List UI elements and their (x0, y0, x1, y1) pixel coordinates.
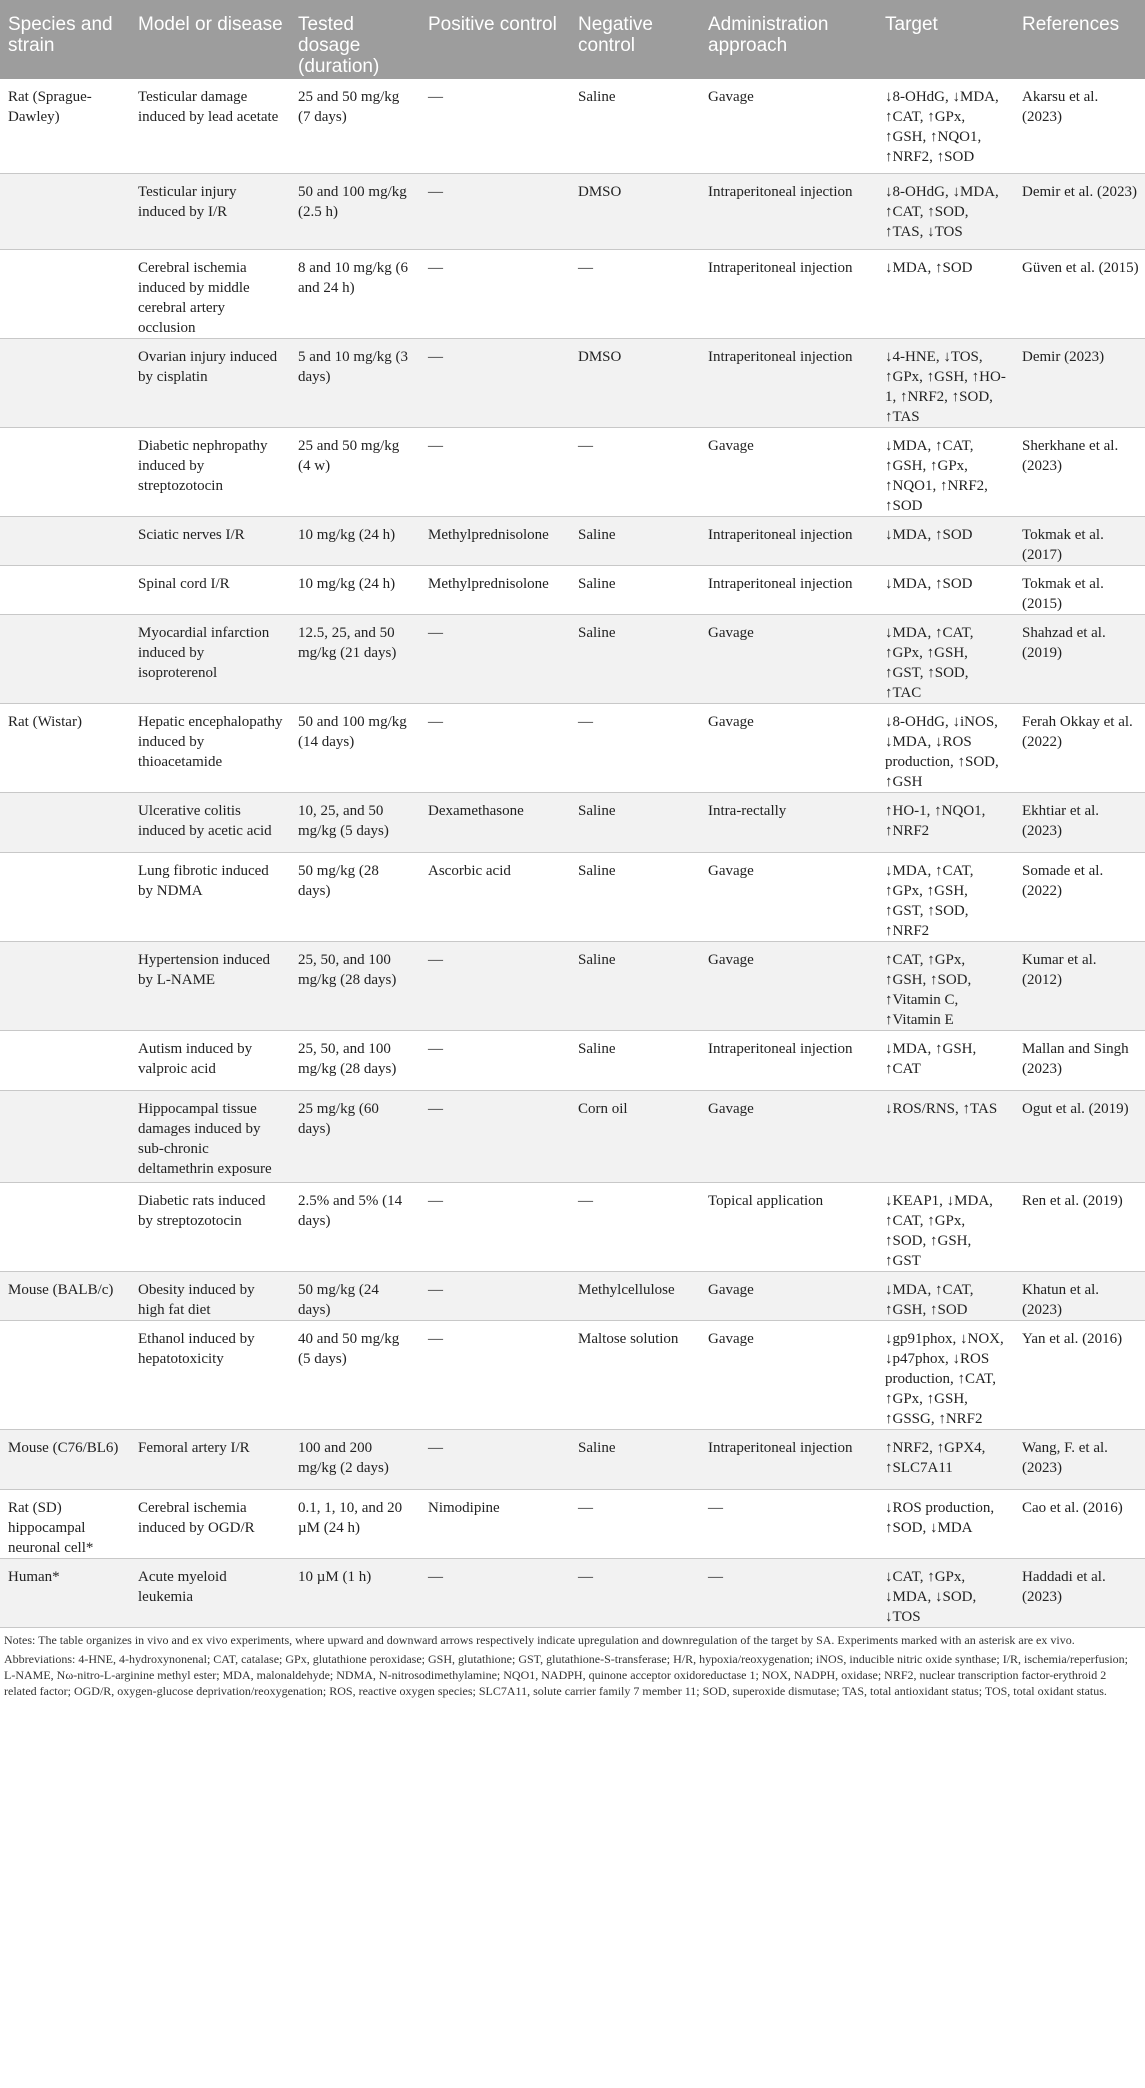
cell-positive-control: — (420, 427, 570, 516)
table-row (0, 79, 1145, 173)
cell-dosage: 10 mg/kg (24 h) (290, 565, 420, 614)
cell-model: Diabetic nephropathy induced by streptozotocin (130, 427, 290, 516)
cell-species (0, 338, 130, 427)
cell-dosage: 12.5, 25, and 50 mg/kg (21 days) (290, 614, 420, 703)
cell-administration: Gavage (700, 1090, 877, 1182)
header-model: Model or disease (130, 0, 290, 79)
table-row (0, 565, 1145, 614)
cell-model: Hepatic encephalopathy induced by thioacetamide (130, 703, 290, 792)
cell-target: ↓MDA, ↑CAT, ↑GPx, ↑GSH, ↑GST, ↑SOD, ↑TAC (877, 614, 1014, 703)
cell-species (0, 941, 130, 1030)
header-positive-control: Positive control (420, 0, 570, 79)
header-target: Target (877, 0, 1014, 79)
table-row (0, 703, 1145, 792)
cell-species: Rat (SD) hippocampal neuronal cell* (0, 1489, 130, 1558)
cell-negative-control: — (570, 1558, 700, 1627)
cell-references: Haddadi et al. (2023) (1014, 1558, 1145, 1627)
cell-negative-control: Saline (570, 1429, 700, 1489)
cell-target: ↓MDA, ↑SOD (877, 249, 1014, 338)
table-row (0, 614, 1145, 703)
cell-model: Ethanol induced by hepatotoxicity (130, 1320, 290, 1429)
cell-administration: — (700, 1558, 877, 1627)
cell-positive-control: — (420, 1271, 570, 1320)
table-notes (0, 1628, 1145, 1699)
cell-negative-control: Saline (570, 79, 700, 173)
cell-species (0, 1090, 130, 1182)
cell-positive-control: — (420, 941, 570, 1030)
header-administration: Administration approach (700, 0, 877, 79)
table-row (0, 516, 1145, 565)
cell-dosage: 25 and 50 mg/kg (7 days) (290, 79, 420, 173)
cell-administration: Gavage (700, 79, 877, 173)
cell-administration: Gavage (700, 703, 877, 792)
cell-negative-control: — (570, 427, 700, 516)
cell-model: Obesity induced by high fat diet (130, 1271, 290, 1320)
cell-positive-control: Methylprednisolone (420, 516, 570, 565)
cell-species: Rat (Sprague-Dawley) (0, 79, 130, 173)
cell-species (0, 173, 130, 249)
cell-positive-control: Nimodipine (420, 1489, 570, 1558)
cell-negative-control: DMSO (570, 173, 700, 249)
cell-positive-control: — (420, 1090, 570, 1182)
cell-references: Sherkhane et al. (2023) (1014, 427, 1145, 516)
cell-species (0, 565, 130, 614)
cell-model: Cerebral ischemia induced by middle cerebral artery occlusion (130, 249, 290, 338)
cell-model: Myocardial infarction induced by isoproterenol (130, 614, 290, 703)
table-row (0, 792, 1145, 852)
cell-dosage: 0.1, 1, 10, and 20 µM (24 h) (290, 1489, 420, 1558)
table-row (0, 249, 1145, 338)
cell-model: Hypertension induced by L-NAME (130, 941, 290, 1030)
cell-species (0, 1182, 130, 1271)
header-dosage: Tested dosage (duration) (290, 0, 420, 79)
cell-administration: Intraperitoneal injection (700, 338, 877, 427)
cell-references: Wang, F. et al. (2023) (1014, 1429, 1145, 1489)
cell-administration: Intraperitoneal injection (700, 1429, 877, 1489)
cell-species (0, 516, 130, 565)
cell-species (0, 792, 130, 852)
cell-model: Sciatic nerves I/R (130, 516, 290, 565)
cell-model: Ovarian injury induced by cisplatin (130, 338, 290, 427)
cell-negative-control: — (570, 1489, 700, 1558)
cell-target: ↓MDA, ↑GSH, ↑CAT (877, 1030, 1014, 1090)
cell-target: ↓KEAP1, ↓MDA, ↑CAT, ↑GPx, ↑SOD, ↑GSH, ↑GST (877, 1182, 1014, 1271)
cell-references: Ekhtiar et al. (2023) (1014, 792, 1145, 852)
cell-positive-control: — (420, 1429, 570, 1489)
cell-references: Yan et al. (2016) (1014, 1320, 1145, 1429)
cell-target: ↓MDA, ↑SOD (877, 516, 1014, 565)
cell-target: ↑HO-1, ↑NQO1, ↑NRF2 (877, 792, 1014, 852)
table-row (0, 1271, 1145, 1320)
cell-target: ↓MDA, ↑CAT, ↑GSH, ↑GPx, ↑NQO1, ↑NRF2, ↑SOD (877, 427, 1014, 516)
cell-references: Tokmak et al. (2017) (1014, 516, 1145, 565)
cell-species: Mouse (C76/BL6) (0, 1429, 130, 1489)
cell-positive-control: — (420, 249, 570, 338)
cell-references: Shahzad et al. (2019) (1014, 614, 1145, 703)
cell-model: Cerebral ischemia induced by OGD/R (130, 1489, 290, 1558)
cell-negative-control: DMSO (570, 338, 700, 427)
cell-references: Somade et al. (2022) (1014, 852, 1145, 941)
cell-dosage: 10 µM (1 h) (290, 1558, 420, 1627)
cell-target: ↓ROS/RNS, ↑TAS (877, 1090, 1014, 1182)
cell-dosage: 40 and 50 mg/kg (5 days) (290, 1320, 420, 1429)
cell-species: Rat (Wistar) (0, 703, 130, 792)
cell-dosage: 10 mg/kg (24 h) (290, 516, 420, 565)
cell-references: Akarsu et al. (2023) (1014, 79, 1145, 173)
cell-administration: Intraperitoneal injection (700, 565, 877, 614)
table-header (0, 0, 1145, 79)
cell-references: Demir et al. (2023) (1014, 173, 1145, 249)
cell-positive-control: Methylprednisolone (420, 565, 570, 614)
cell-target: ↓CAT, ↑GPx, ↓MDA, ↓SOD, ↓TOS (877, 1558, 1014, 1627)
cell-target: ↑NRF2, ↑GPX4, ↑SLC7A11 (877, 1429, 1014, 1489)
table-body (0, 79, 1145, 1627)
table-row (0, 1489, 1145, 1558)
cell-model: Acute myeloid leukemia (130, 1558, 290, 1627)
cell-references: Ren et al. (2019) (1014, 1182, 1145, 1271)
table-row (0, 1030, 1145, 1090)
cell-model: Diabetic rats induced by streptozotocin (130, 1182, 290, 1271)
table-row (0, 1320, 1145, 1429)
table-row (0, 427, 1145, 516)
cell-references: Demir (2023) (1014, 338, 1145, 427)
cell-negative-control: Saline (570, 516, 700, 565)
cell-target: ↓8-OHdG, ↓MDA, ↑CAT, ↑GPx, ↑GSH, ↑NQO1, ↑NRF2, ↑SOD (877, 79, 1014, 173)
cell-target: ↓4-HNE, ↓TOS, ↑GPx, ↑GSH, ↑HO-1, ↑NRF2, ↑SOD, ↑TAS (877, 338, 1014, 427)
cell-dosage: 8 and 10 mg/kg (6 and 24 h) (290, 249, 420, 338)
cell-administration: Gavage (700, 614, 877, 703)
cell-dosage: 100 and 200 mg/kg (2 days) (290, 1429, 420, 1489)
cell-references: Ferah Okkay et al. (2022) (1014, 703, 1145, 792)
cell-model: Spinal cord I/R (130, 565, 290, 614)
cell-species: Human* (0, 1558, 130, 1627)
cell-model: Femoral artery I/R (130, 1429, 290, 1489)
cell-administration: Intraperitoneal injection (700, 249, 877, 338)
cell-positive-control: — (420, 703, 570, 792)
cell-negative-control: — (570, 1182, 700, 1271)
cell-administration: Intra-rectally (700, 792, 877, 852)
cell-administration: Intraperitoneal injection (700, 173, 877, 249)
cell-positive-control: — (420, 1182, 570, 1271)
cell-administration: — (700, 1489, 877, 1558)
cell-dosage: 50 and 100 mg/kg (14 days) (290, 703, 420, 792)
cell-administration: Intraperitoneal injection (700, 1030, 877, 1090)
cell-model: Testicular injury induced by I/R (130, 173, 290, 249)
cell-references: Ogut et al. (2019) (1014, 1090, 1145, 1182)
cell-dosage: 50 and 100 mg/kg (2.5 h) (290, 173, 420, 249)
cell-administration: Topical application (700, 1182, 877, 1271)
cell-species (0, 852, 130, 941)
cell-dosage: 25 and 50 mg/kg (4 w) (290, 427, 420, 516)
table-row (0, 1090, 1145, 1182)
cell-target: ↓gp91phox, ↓NOX, ↓p47phox, ↓ROS production, ↑CAT, ↑GPx, ↑GSH, ↑GSSG, ↑NRF2 (877, 1320, 1014, 1429)
cell-target: ↓MDA, ↑CAT, ↑GSH, ↑SOD (877, 1271, 1014, 1320)
cell-negative-control: Saline (570, 792, 700, 852)
cell-dosage: 5 and 10 mg/kg (3 days) (290, 338, 420, 427)
table-row (0, 1558, 1145, 1627)
cell-species (0, 614, 130, 703)
cell-positive-control: — (420, 1558, 570, 1627)
table-row (0, 338, 1145, 427)
cell-dosage: 25 mg/kg (60 days) (290, 1090, 420, 1182)
abbreviations-text: Abbreviations: 4-HNE, 4-hydroxynonenal; CAT, catalase; GPx, glutathione peroxidase; GSH, glutathione; GST, glutathione-S-transferase; H/R, hypoxia/reoxygenation; iNOS, inducible nitric oxide synthase; I/R, ischemia/reperfusion; L-NAME, Nω-nitro-L-arginine methyl ester; MDA, malonaldehyde; NDMA, N-nitrosodimethylamine; NQO1, NADPH, quinone acceptor oxidoreductase 1; NOX, NADPH, oxidase; NRF2, nuclear transcription factor-erythroid 2 related factor; OGD/R, oxygen-glucose deprivation/reoxygenation; ROS, reactive oxygen species; SLC7A11, solute carrier family 7 member 11; SOD, superoxide dismutase; TAS, total antioxidant status; TOS, total oxidant status. (4, 1651, 1128, 1698)
cell-positive-control: Dexamethasone (420, 792, 570, 852)
cell-positive-control: — (420, 79, 570, 173)
cell-positive-control: — (420, 1320, 570, 1429)
cell-administration: Gavage (700, 1271, 877, 1320)
cell-target: ↓ROS production, ↑SOD, ↓MDA (877, 1489, 1014, 1558)
cell-references: Khatun et al. (2023) (1014, 1271, 1145, 1320)
cell-negative-control: — (570, 249, 700, 338)
cell-references: Tokmak et al. (2015) (1014, 565, 1145, 614)
header-species: Species and strain (0, 0, 130, 79)
cell-model: Autism induced by valproic acid (130, 1030, 290, 1090)
cell-model: Testicular damage induced by lead acetate (130, 79, 290, 173)
cell-target: ↓MDA, ↑CAT, ↑GPx, ↑GSH, ↑GST, ↑SOD, ↑NRF2 (877, 852, 1014, 941)
cell-dosage: 25, 50, and 100 mg/kg (28 days) (290, 1030, 420, 1090)
notes-text: Notes: The table organizes in vivo and ex vivo experiments, where upward and downward arrows respectively indicate upregulation and downregulation of the target by SA. Experiments marked with an asterisk are ex vivo. (4, 1632, 1075, 1647)
cell-positive-control: — (420, 1030, 570, 1090)
cell-negative-control: Saline (570, 565, 700, 614)
cell-negative-control: Saline (570, 614, 700, 703)
table-row (0, 173, 1145, 249)
cell-references: Cao et al. (2016) (1014, 1489, 1145, 1558)
cell-target: ↑CAT, ↑GPx, ↑GSH, ↑SOD, ↑Vitamin C, ↑Vitamin E (877, 941, 1014, 1030)
cell-dosage: 10, 25, and 50 mg/kg (5 days) (290, 792, 420, 852)
cell-negative-control: Maltose solution (570, 1320, 700, 1429)
table-row (0, 1182, 1145, 1271)
cell-negative-control: — (570, 703, 700, 792)
cell-species (0, 427, 130, 516)
cell-negative-control: Saline (570, 852, 700, 941)
cell-positive-control: Ascorbic acid (420, 852, 570, 941)
cell-administration: Gavage (700, 427, 877, 516)
cell-species (0, 249, 130, 338)
cell-references: Güven et al. (2015) (1014, 249, 1145, 338)
cell-dosage: 25, 50, and 100 mg/kg (28 days) (290, 941, 420, 1030)
cell-positive-control: — (420, 173, 570, 249)
cell-model: Hippocampal tissue damages induced by sub-chronic deltamethrin exposure (130, 1090, 290, 1182)
cell-target: ↓8-OHdG, ↓MDA, ↑CAT, ↑SOD, ↑TAS, ↓TOS (877, 173, 1014, 249)
header-references: References (1014, 0, 1145, 79)
table-row (0, 852, 1145, 941)
cell-target: ↓8-OHdG, ↓iNOS, ↓MDA, ↓ROS production, ↑SOD, ↑GSH (877, 703, 1014, 792)
cell-model: Lung fibrotic induced by NDMA (130, 852, 290, 941)
cell-species (0, 1320, 130, 1429)
cell-administration: Gavage (700, 1320, 877, 1429)
table-row (0, 1429, 1145, 1489)
cell-administration: Gavage (700, 941, 877, 1030)
cell-positive-control: — (420, 338, 570, 427)
cell-species (0, 1030, 130, 1090)
cell-references: Kumar et al. (2012) (1014, 941, 1145, 1030)
cell-administration: Intraperitoneal injection (700, 516, 877, 565)
cell-references: Mallan and Singh (2023) (1014, 1030, 1145, 1090)
cell-negative-control: Methylcellulose (570, 1271, 700, 1320)
cell-dosage: 2.5% and 5% (14 days) (290, 1182, 420, 1271)
cell-target: ↓MDA, ↑SOD (877, 565, 1014, 614)
cell-negative-control: Saline (570, 941, 700, 1030)
cell-negative-control: Corn oil (570, 1090, 700, 1182)
table-row (0, 941, 1145, 1030)
cell-dosage: 50 mg/kg (24 days) (290, 1271, 420, 1320)
cell-administration: Gavage (700, 852, 877, 941)
cell-species: Mouse (BALB/c) (0, 1271, 130, 1320)
header-negative-control: Negative control (570, 0, 700, 79)
cell-negative-control: Saline (570, 1030, 700, 1090)
cell-positive-control: — (420, 614, 570, 703)
cell-model: Ulcerative colitis induced by acetic acid (130, 792, 290, 852)
cell-dosage: 50 mg/kg (28 days) (290, 852, 420, 941)
